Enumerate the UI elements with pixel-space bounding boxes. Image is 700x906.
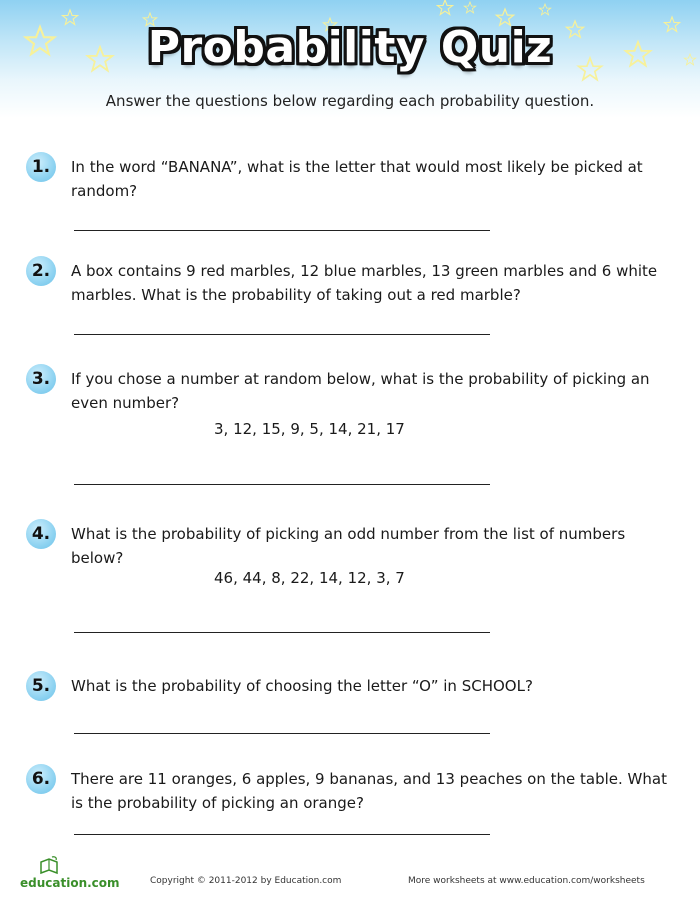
answer-line[interactable]: [74, 334, 490, 335]
question-number-badge: 2.: [26, 256, 56, 286]
answer-line[interactable]: [74, 230, 490, 231]
question-text: If you chose a number at random below, what is the probability of picking an even number?: [71, 370, 650, 412]
number-list: 46, 44, 8, 22, 14, 12, 3, 7: [214, 569, 405, 587]
page-title: Probability Quiz: [147, 22, 553, 73]
number-list: 3, 12, 15, 9, 5, 14, 21, 17: [214, 420, 405, 438]
question-text: What is the probability of picking an odd number from the list of numbers below?: [71, 525, 626, 567]
question-text: A box contains 9 red marbles, 12 blue marbles, 13 green marbles and 6 white marbles. What is the probability of taking out a red marble?: [71, 262, 658, 304]
question-number-badge: 6.: [26, 764, 56, 794]
question-number-badge: 5.: [26, 671, 56, 701]
question-number-badge: 1.: [26, 152, 56, 182]
copyright-text: Copyright © 2011-2012 by Education.com: [150, 876, 342, 886]
footer: [0, 856, 700, 906]
book-leaf-icon: [38, 856, 60, 876]
answer-line[interactable]: [74, 632, 490, 633]
answer-line[interactable]: [74, 834, 490, 835]
education-logo[interactable]: education.com: [20, 876, 120, 890]
question-text: What is the probability of choosing the letter “O” in SCHOOL?: [71, 677, 533, 695]
question-number-badge: 4.: [26, 519, 56, 549]
question-text: There are 11 oranges, 6 apples, 9 bananas, and 13 peaches on the table. What is the probability of picking an orange?: [71, 770, 667, 812]
answer-line[interactable]: [74, 484, 490, 485]
answer-line[interactable]: [74, 733, 490, 734]
more-worksheets-text: More worksheets at www.education.com/worksheets: [408, 876, 645, 886]
question-text: In the word “BANANA”, what is the letter that would most likely be picked at random?: [71, 158, 643, 200]
instructions: Answer the questions below regarding each probability question.: [105, 92, 595, 110]
question-number-badge: 3.: [26, 364, 56, 394]
